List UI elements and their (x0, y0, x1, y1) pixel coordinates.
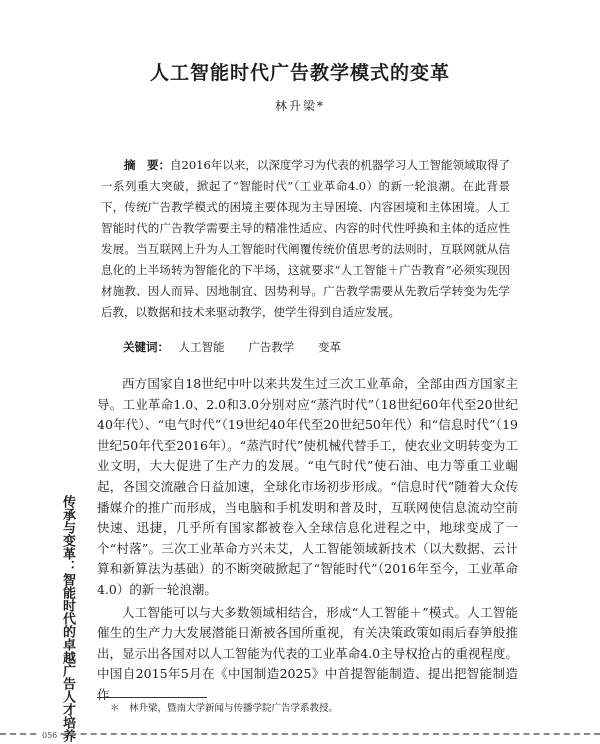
page-number: 056 (42, 731, 58, 740)
page-bottom-edge (0, 733, 600, 744)
section-side-label: 传承与变革：智能时代的卓越广告人才培养 (60, 495, 75, 742)
abstract-text: 自2016年以来，以深度学习为代表的机器学习人工智能领域取得了一系列重大突破，掀起了“智能时代”（工业革命4.0）的新一轮浪潮。在此背景下，传统广告教学模式的困境主要体现为主导困境、内容困境和主体困境。人工智能时代的广告教学需要主导的精准性适应、内容的时代性呼换和主体的适应性发展。当互联网上升为人工智能时代阐覆传统价值思考的法则时，互联网就从信息化的上半场转为智能化的下半场，这就要求“人工智能＋广告教育”必须实现因材施教、因人而异、因地制宜、因势利导。广告教学需要从先教后学转变为先学后教，以数据和技术来驱动教学，使学生得到自适应发展。 (101, 158, 510, 319)
author-name: 林升梁* (274, 99, 325, 113)
keyword-item: 变革 (317, 340, 341, 354)
article-title: 人工智能时代广告教学模式的变革 (149, 62, 450, 84)
body-text (97, 374, 518, 708)
keywords (123, 338, 503, 356)
keyword-item: 人工智能 (178, 340, 225, 354)
body-paragraph: 人工智能可以与大多数领域相结合，形成“人工智能＋”模式。人工智能催生的生产力大发展潜能日渐被各国所重视，有关决策政策如雨后春笋般推出，显示出各国对以人工智能为代表的工业革命4.0主导权抢占的重视程度。中国自2015年5月在《中国制造2025》中首提智能制造、提出把智能制造作 (97, 604, 518, 702)
abstract-label: 摘 要： (124, 158, 171, 172)
keyword-item: 广告教学 (248, 340, 295, 354)
abstract (101, 155, 510, 323)
footnote-divider (97, 697, 207, 698)
body-paragraph: 西方国家自18世纪中叶以来共发生过三次工业革命，全部由西方国家主导。工业革命1.0、2.0和3.0分别对应“蒸汽时代”（18世纪60年代至20世纪40年代）、“电气时代”（19世纪40年代至20世纪50年代）和“信息时代”（19世纪50年代至2016年）。“蒸汽时代”使机械代替手工，使农业文明转变为工业文明，大大促进了生产力的发展。“电气时代”使石油、电力等重工业崛起，各国交流融合日益加速，全球化市场初步形成。“信息时代”随着大众传播媒介的推广而形成，当电脑和手机发明和普及时，互联网使信息流动空前快速、迅捷，几乎所有国家都被卷入全球信息化进程之中，地球变成了一个“村落”。三次工业革命方兴未艾，人工智能领域新技术（以大数据、云计算和新算法为基础）的不断突破掀起了“智能时代”（2016年至今，工业革命4.0）的新一轮浪潮。 (97, 376, 518, 597)
footnote: ＊ 林升梁，暨南大学新闻与传播学院广告学系教授。 (110, 703, 339, 714)
keywords-label: 关键词： (123, 340, 169, 354)
